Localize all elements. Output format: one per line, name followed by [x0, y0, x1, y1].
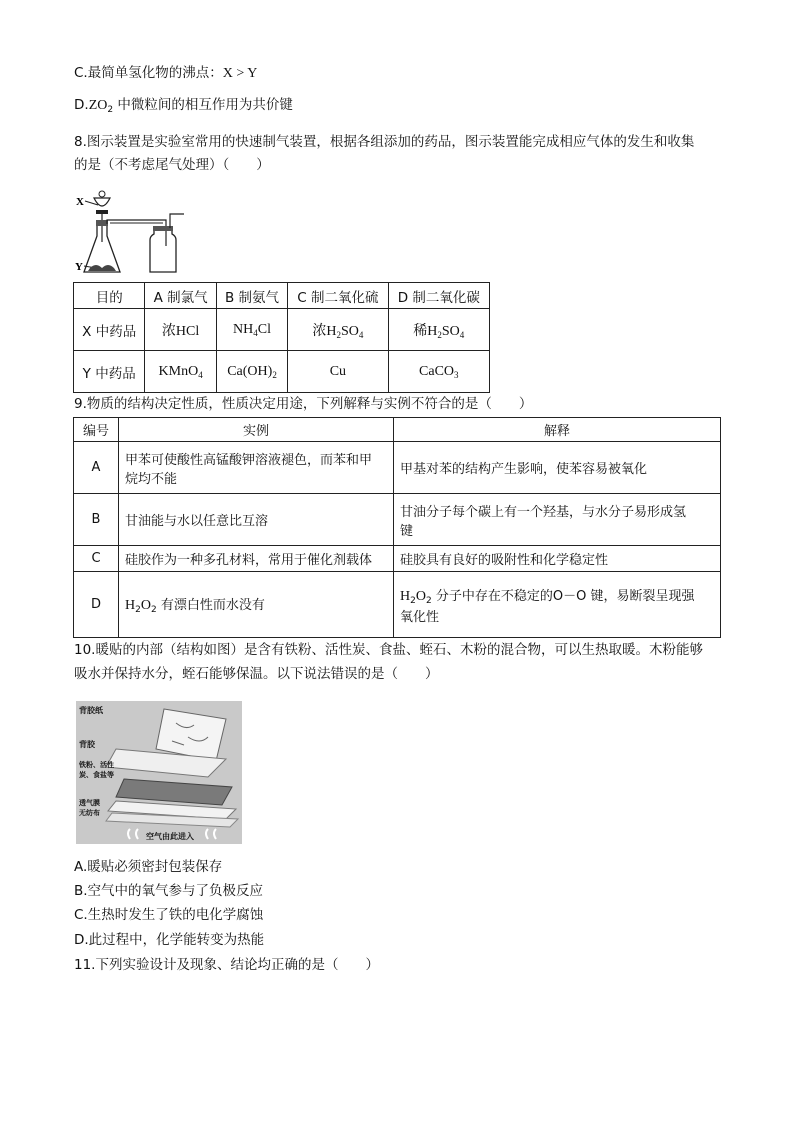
- q8-cell: Cu: [288, 351, 388, 393]
- svg-text:背胶: 背胶: [79, 740, 95, 749]
- q9-cell-explain: $H_2O_2$ 分子中存在不稳定的O－O 键，易断裂呈现强 氧化性: [394, 572, 721, 638]
- solid-reagent: [88, 265, 116, 271]
- q8-cell: CaCO$_3$: [388, 351, 489, 393]
- svg-text:透气膜: 透气膜: [79, 799, 100, 807]
- q8-cell: 浓$H_2SO_4$: [288, 309, 388, 351]
- q9-cell-id: D: [74, 572, 119, 638]
- funnel-stopper: [99, 191, 105, 197]
- q9-header-cell: 解释: [394, 418, 721, 442]
- q11-stem: 11.下列实验设计及现象、结论均正确的是（ ）: [74, 957, 379, 973]
- q8-cell: $Ca(OH)_2$: [216, 351, 287, 393]
- q9-cell-example: 甘油能与水以任意比互溶: [119, 494, 394, 546]
- q10-stem-line1: 10.暖贴的内部（结构如图）是含有铁粉、活性炭、食盐、蛭石、木粉的混合物，可以生热取暖。木粉能够: [74, 642, 703, 658]
- svg-text:空气由此进入: 空气由此进入: [146, 832, 194, 841]
- q8-cell: C 制二氧化硫: [288, 283, 388, 309]
- label-y: Y: [75, 261, 83, 273]
- gas-collecting-bottle: [150, 230, 176, 272]
- q9-header-cell: 编号: [74, 418, 119, 442]
- q9-cell-example: 甲苯可使酸性高锰酸钾溶液褪色，而苯和甲 烷均不能: [119, 442, 394, 494]
- q8-cell: X 中药品: [74, 309, 145, 351]
- q9-stem: 9.物质的结构决定性质，性质决定用途，下列解释与实例不符合的是（ ）: [74, 396, 533, 412]
- q8-cell: 浓HCl: [145, 309, 216, 351]
- q8-table: [73, 282, 490, 393]
- q9-table: [73, 417, 721, 638]
- label-x: X: [76, 196, 84, 208]
- q8-cell: $NH_4Cl$: [216, 309, 287, 351]
- funnel-stopcock: [96, 210, 108, 214]
- svg-text:铁粉、活性: 铁粉、活性: [79, 761, 114, 769]
- q7-option-d: $D.ZO_2$ 中微粒间的相互作用为共价键: [74, 97, 293, 115]
- q10-option-c: C.生热时发生了铁的电化学腐蚀: [74, 907, 264, 923]
- q10-option-a: A.暖贴必须密封包装保存: [74, 859, 223, 875]
- q10-option-d: D.此过程中，化学能转变为热能: [74, 932, 265, 948]
- q10-option-b: B.空气中的氧气参与了负极反应: [74, 883, 264, 899]
- q8-stem-line2: 的是（不考虑尾气处理）（ ）: [74, 157, 270, 173]
- q8-cell: 目的: [74, 283, 145, 309]
- q9-header-cell: 实例: [119, 418, 394, 442]
- q9-cell-explain: 硅胶具有良好的吸附性和化学稳定性: [394, 546, 721, 572]
- q8-cell: KMnO$_4$: [145, 351, 216, 393]
- q9-cell-id: C: [74, 546, 119, 572]
- svg-text:背胶纸: 背胶纸: [79, 706, 103, 715]
- outlet-tube: [170, 214, 184, 228]
- q9-cell-explain: 甲基对苯的结构产生影响，使苯容易被氧化: [394, 442, 721, 494]
- q9-cell-id: B: [74, 494, 119, 546]
- delivery-tube: [107, 220, 166, 246]
- q8-stem-line1: 8.图示装置是实验室常用的快速制气装置，根据各组添加的药品，图示装置能完成相应气体的发生和收集: [74, 134, 695, 150]
- q8-cell: A 制氯气: [145, 283, 216, 309]
- svg-text:炭、食盐等: 炭、食盐等: [79, 771, 114, 779]
- q9-cell-example: 硅胶作为一种多孔材料，常用于催化剂载体: [119, 546, 394, 572]
- svg-text:无纺布: 无纺布: [79, 809, 100, 817]
- q9-cell-explain: 甘油分子每个碳上有一个羟基，与水分子易形成氢 键: [394, 494, 721, 546]
- q9-cell-example: $H_2O_2$ 有漂白性而水没有: [119, 572, 394, 638]
- q9-cell-id: A: [74, 442, 119, 494]
- q10-stem-line2: 吸水并保持水分，蛭石能够保温。以下说法错误的是（ ）: [74, 666, 439, 682]
- q8-cell: D 制二氧化碳: [388, 283, 489, 309]
- q8-cell: 稀$H_2SO_4$: [388, 309, 489, 351]
- q8-cell: B 制氨气: [216, 283, 287, 309]
- q8-cell: Y 中药品: [74, 351, 145, 393]
- flask-stopper: [96, 220, 108, 226]
- warmer-pad-structure-photo: [76, 701, 242, 844]
- gas-apparatus-diagram: [72, 184, 192, 276]
- q7-option-c: C.最简单氢化物的沸点：X > Y: [74, 65, 258, 81]
